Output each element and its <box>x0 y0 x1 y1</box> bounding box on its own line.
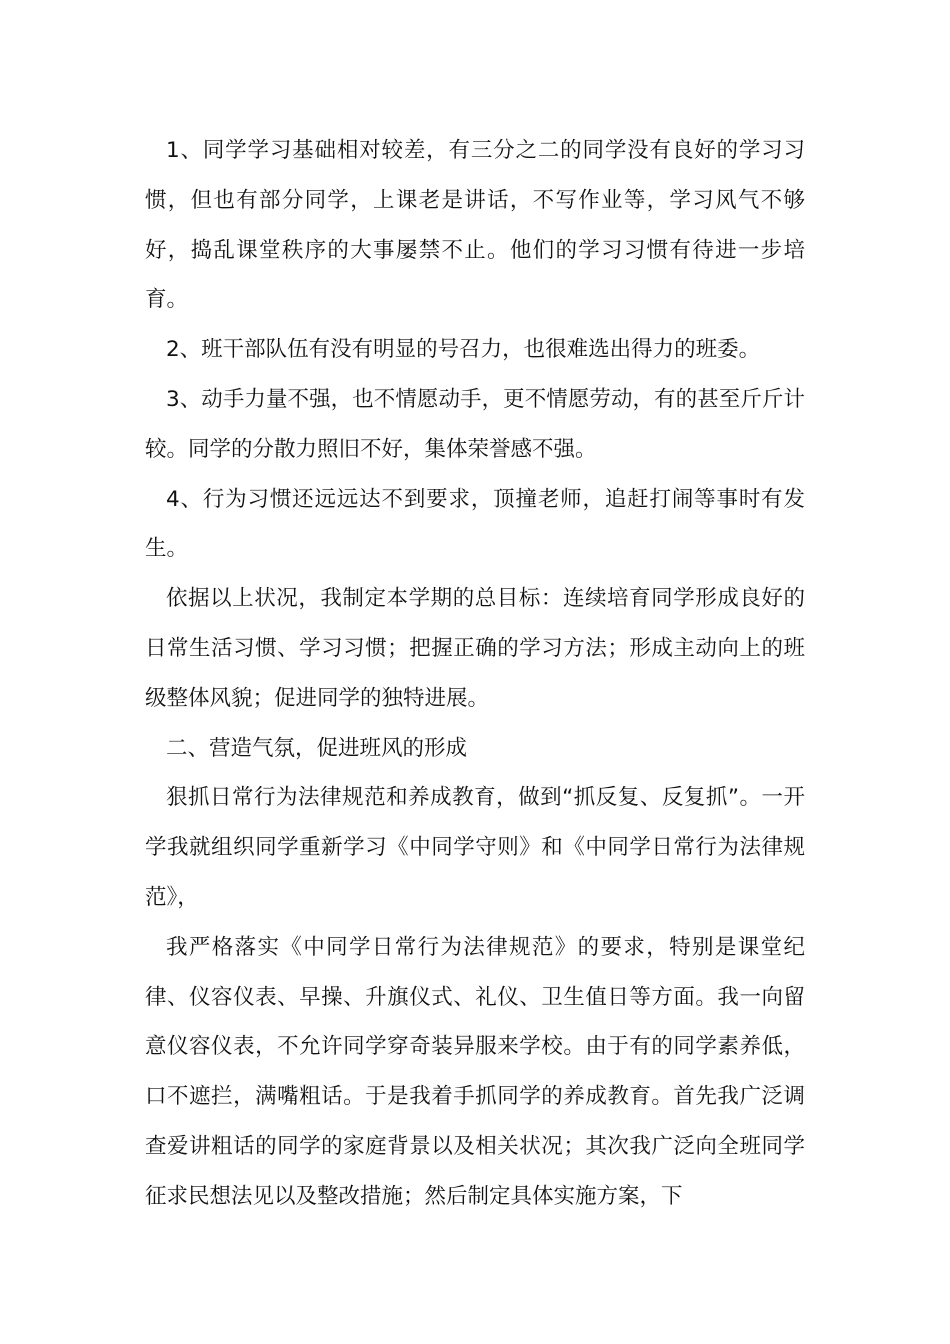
paragraph-goal: 依据以上状况，我制定本学期的总目标：连续培育同学形成良好的日常生活习惯、学习习惯；把握正确的学习方法；形成主动向上的班级整体风貌；促进同学的独特进展。 <box>145 586 805 711</box>
paragraph-implementation: 我严格落实《中同学日常行为法律规范》的要求，特别是课堂纪律、仪容仪表、早操、升旗仪式、礼仪、卫生值日等方面。我一向留意仪容仪表，不允许同学穿奇装异服来学校。由于有的同学素养低，口不遮拦，满嘴粗话。于是我着手抓同学的养成教育。首先我广泛调查爱讲粗话的同学的家庭背景以及相关状况；其次我广泛向全班同学征求民想法见以及整改措施；然后制定具体实施方案，下 <box>145 934 805 1209</box>
document-body <box>145 126 805 1222</box>
paragraph-2: 2、班干部队伍有没有明显的号召力，也很难选出得力的班委。 <box>166 337 761 363</box>
paragraph-1: 1、同学学习基础相对较差，有三分之二的同学没有良好的学习习惯，但也有部分同学，上课老是讲话，不写作业等，学习风气不够好，捣乱课堂秩序的大事屡禁不止。他们的学习习惯有待进一步培育。 <box>145 138 805 313</box>
paragraph-3: 3、动手力量不强，也不情愿动手，更不情愿劳动，有的甚至斤斤计较。同学的分散力照旧不好，集体荣誉感不强。 <box>145 386 805 462</box>
paragraph-norms: 狠抓日常行为法律规范和养成教育，做到“抓反复、反复抓”。一开学我就组织同学重新学习《中同学守则》和《中同学日常行为法律规范》， <box>145 785 805 910</box>
paragraph-4: 4、行为习惯还远远达不到要求，顶撞老师，追赶打闹等事时有发生。 <box>145 486 805 562</box>
section-heading: 二、营造气氛，促进班风的形成 <box>166 735 468 761</box>
